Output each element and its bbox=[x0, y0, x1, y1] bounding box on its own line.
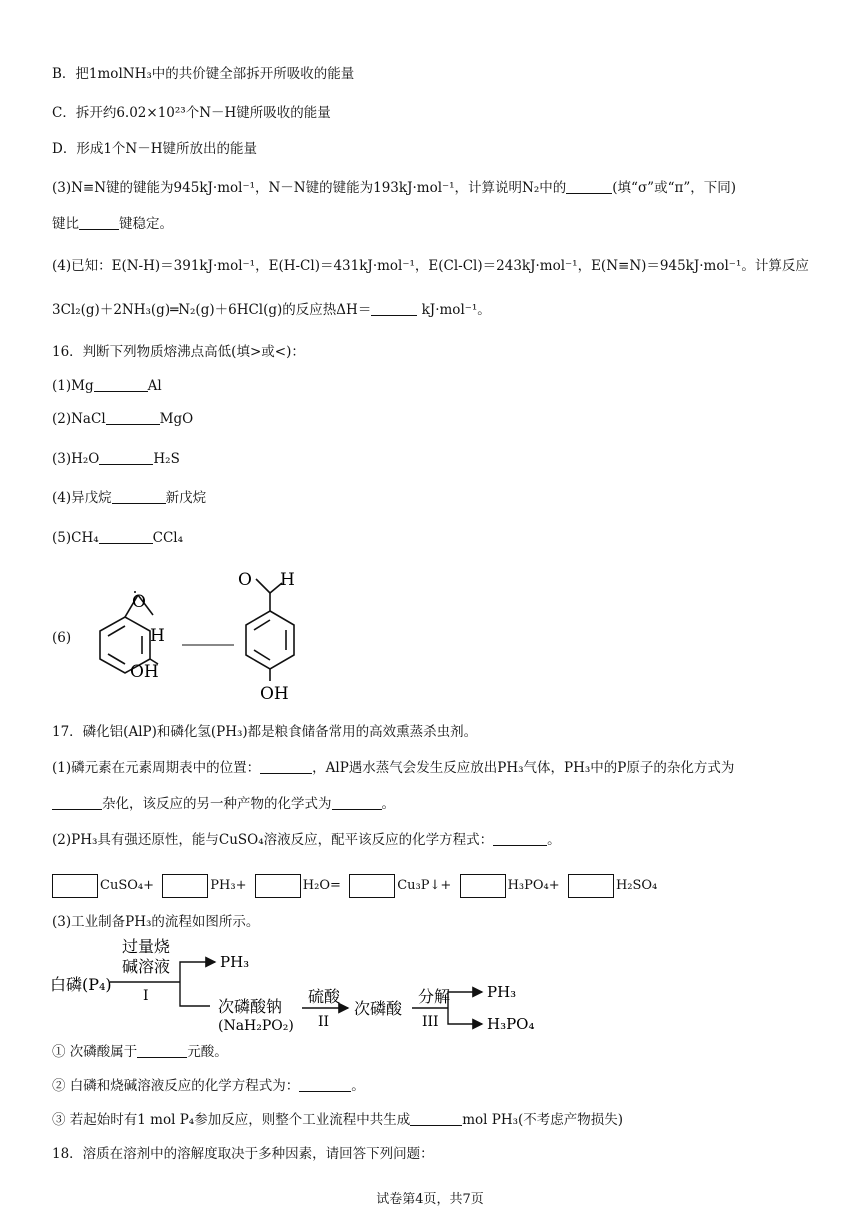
flow-cond3-text: 分解 bbox=[418, 987, 451, 1006]
question-16: 16．判断下列物质熔沸点高低(填>或<)： bbox=[52, 344, 305, 360]
line-d: D．形成1个N－H键所放出的能量 bbox=[52, 141, 257, 157]
balance-equation: CuSO₄+ PH₃+ H₂O= Cu₃P↓+ H₃PO₄+ H₂SO₄ bbox=[52, 872, 661, 899]
page-footer: 试卷第4页，共7页 bbox=[376, 1192, 484, 1207]
flow-branch-line bbox=[180, 982, 210, 1006]
q16-item-2: (2)NaCl MgO bbox=[52, 411, 194, 427]
question-17-c1: ① 次磷酸属于 元酸。 bbox=[52, 1044, 228, 1060]
question-3-cont: 键比 键稳定。 bbox=[52, 216, 173, 232]
answer-blank[interactable] bbox=[106, 410, 160, 425]
flow-acid-text: 次磷酸 bbox=[354, 999, 403, 1018]
aldehyde-h-text: H bbox=[280, 570, 295, 590]
coefficient-box[interactable] bbox=[460, 874, 506, 898]
hydroxy-text: OH bbox=[130, 662, 159, 682]
q16-item-6-label: (6) bbox=[52, 630, 72, 646]
q16-item-4: (4)异戊烷 新戊烷 bbox=[52, 490, 207, 506]
coefficient-box[interactable] bbox=[349, 874, 395, 898]
flow-prod1-text: PH₃ bbox=[220, 953, 250, 971]
flow-cond2-text: 硫酸 bbox=[308, 987, 341, 1006]
answer-blank[interactable] bbox=[299, 1077, 351, 1092]
question-3: (3)N≡N键的键能为945kJ·mol⁻¹，N－N键的键能为193kJ·mol⁻¹，计算说明N₂中的 (填“σ”或“π”，下同) bbox=[52, 180, 737, 196]
coefficient-box[interactable] bbox=[568, 874, 614, 898]
answer-blank[interactable] bbox=[137, 1043, 187, 1058]
answer-blank[interactable] bbox=[79, 215, 119, 230]
flow-step3-text: III bbox=[422, 1014, 439, 1030]
flow-branch-line bbox=[180, 962, 215, 982]
answer-blank[interactable] bbox=[99, 450, 153, 465]
flow-mid-b-text: (NaH₂PO₂) bbox=[218, 1018, 294, 1034]
line-c: C．拆开约6.02×10²³个N－H键所吸收的能量 bbox=[52, 105, 331, 121]
answer-blank[interactable] bbox=[493, 831, 547, 846]
question-17-c2: ② 白磷和烧碱溶液反应的化学方程式为： 。 bbox=[52, 1078, 365, 1094]
q16-item-1: (1)Mg Al bbox=[52, 378, 162, 394]
hydroxy-text: OH bbox=[260, 684, 289, 704]
flow-prod3-text: H₃PO₄ bbox=[487, 1015, 535, 1033]
answer-blank[interactable] bbox=[371, 301, 417, 316]
process-flow-diagram bbox=[50, 936, 570, 1036]
line-b: B．把1molNH₃中的共价键全部拆开所吸收的能量 bbox=[52, 66, 355, 82]
flow-step2-text: II bbox=[318, 1014, 330, 1030]
flow-cond1b-text: 碱溶液 bbox=[122, 957, 171, 976]
coefficient-box[interactable] bbox=[255, 874, 301, 898]
answer-blank[interactable] bbox=[99, 529, 153, 544]
question-18: 18．溶质在溶剂中的溶解度取决于多种因素，请回答下列问题： bbox=[52, 1146, 434, 1162]
answer-blank[interactable] bbox=[52, 795, 102, 810]
molecule-structures bbox=[70, 565, 330, 705]
question-17-1-cont: 杂化，该反应的另一种产物的化学式为 。 bbox=[52, 794, 395, 814]
answer-blank[interactable] bbox=[260, 759, 312, 774]
question-17-1: (1)磷元素在元素周期表中的位置： ，AlP遇水蒸气会发生反应放出PH₃气体，PH₃中的P原子的杂化方式为 bbox=[52, 760, 735, 776]
question-17: 17．磷化铝(AlP)和磷化氢(PH₃)都是粮食储备常用的高效熏蒸杀虫剂。 bbox=[52, 724, 478, 740]
coefficient-box[interactable] bbox=[162, 874, 208, 898]
flow-prod2-text: PH₃ bbox=[487, 983, 517, 1001]
coefficient-box[interactable] bbox=[52, 874, 98, 898]
aldehyde-o-text: O bbox=[238, 570, 252, 590]
question-17-3: (3)工业制备PH₃的流程如图所示。 bbox=[52, 914, 260, 930]
flow-branch-line bbox=[448, 1008, 482, 1024]
aldehyde-o-text: O bbox=[132, 592, 146, 612]
flow-branch-line bbox=[448, 992, 482, 1008]
q16-item-3: (3)H₂O H₂S bbox=[52, 451, 180, 467]
para-hydroxybenzaldehyde bbox=[246, 579, 294, 681]
answer-blank[interactable] bbox=[94, 377, 148, 392]
question-4-cont: 3Cl₂(g)＋2NH₃(g)═N₂(g)＋6HCl(g)的反应热ΔH＝ kJ·mol⁻¹。 bbox=[52, 302, 491, 318]
question-4: (4)已知：E(N-H)＝391kJ·mol⁻¹，E(H-Cl)＝431kJ·mol⁻¹，E(Cl-Cl)＝243kJ·mol⁻¹，E(N≡N)＝945kJ·mol⁻¹。计算反应 bbox=[52, 258, 809, 274]
flow-cond1a-text: 过量烧 bbox=[122, 937, 171, 956]
aldehyde-h-text: H bbox=[150, 626, 165, 646]
question-17-c3: ③ 若起始时有1 mol P₄参加反应，则整个工业流程中共生成 mol PH₃(不考虑产物损失) bbox=[52, 1112, 624, 1128]
answer-blank[interactable] bbox=[332, 795, 382, 810]
flow-start-text: 白磷(P₄) bbox=[50, 975, 112, 994]
answer-blank[interactable] bbox=[566, 179, 612, 194]
question-17-2: (2)PH₃具有强还原性，能与CuSO₄溶液反应，配平该反应的化学方程式： 。 bbox=[52, 832, 561, 848]
answer-blank[interactable] bbox=[112, 489, 166, 504]
answer-blank[interactable] bbox=[410, 1111, 462, 1126]
flow-step1-text: I bbox=[143, 988, 149, 1004]
q16-item-5: (5)CH₄ CCl₄ bbox=[52, 530, 184, 546]
flow-mid-a-text: 次磷酸钠 bbox=[218, 997, 283, 1016]
